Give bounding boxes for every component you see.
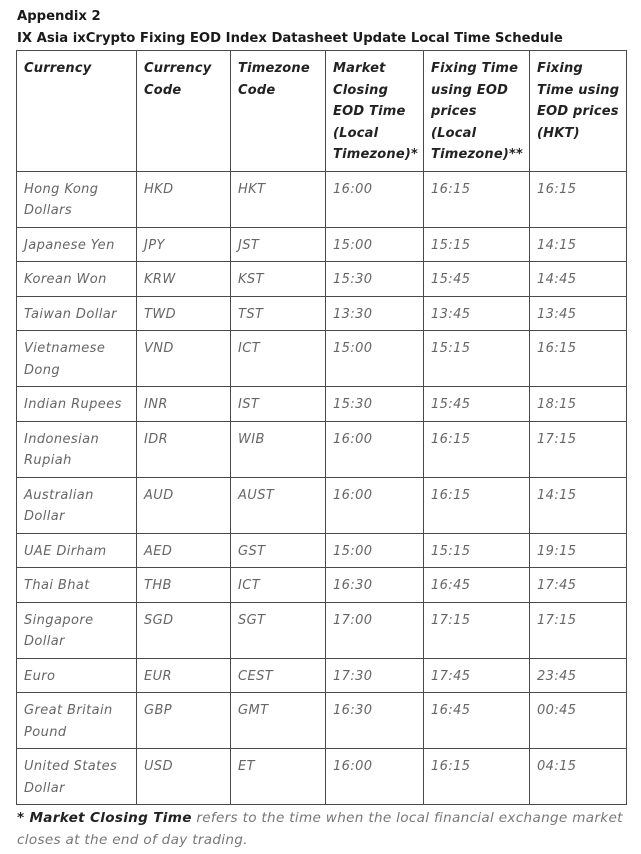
cell-fixing-time-local: 17:15 [424,602,530,658]
document-title: IX Asia ixCrypto Fixing EOD Index Datasheet Update Local Time Schedule [17,31,563,46]
cell-currency-code: VND [137,331,231,387]
cell-fixing-time-local: 16:15 [424,421,530,477]
column-header-fixing-time-hkt: Fixing Time using EOD prices (HKT) [530,51,627,172]
cell-timezone-code: KST [231,262,326,297]
cell-fixing-time-local: 13:45 [424,296,530,331]
appendix-label: Appendix 2 [17,9,101,24]
table-row [17,693,627,749]
cell-market-closing-time: 15:00 [326,227,424,262]
cell-currency: Thai Bhat [17,568,137,603]
cell-currency-code: AED [137,533,231,568]
cell-fixing-time-local: 16:45 [424,568,530,603]
table-row [17,331,627,387]
cell-currency-code: SGD [137,602,231,658]
cell-market-closing-time: 15:00 [326,533,424,568]
cell-market-closing-time: 16:00 [326,171,424,227]
table-row [17,658,627,693]
cell-currency: Singapore Dollar [17,602,137,658]
cell-timezone-code: ICT [231,568,326,603]
cell-currency: Hong Kong Dollars [17,171,137,227]
cell-fixing-time-local: 15:15 [424,533,530,568]
cell-timezone-code: ICT [231,331,326,387]
cell-market-closing-time: 16:00 [326,421,424,477]
cell-timezone-code: TST [231,296,326,331]
column-header-fixing-time-local: Fixing Time using EOD prices (Local Timezone)** [424,51,530,172]
cell-fixing-time-hkt: 14:15 [530,477,627,533]
cell-market-closing-time: 17:00 [326,602,424,658]
cell-fixing-time-local: 17:45 [424,658,530,693]
cell-currency: UAE Dirham [17,533,137,568]
cell-currency: United States Dollar [17,749,137,805]
footnote-text: refers to the time when the local financial exchange market closes at the end of day trading. [17,810,623,848]
cell-fixing-time-local: 15:15 [424,227,530,262]
cell-fixing-time-hkt: 16:15 [530,171,627,227]
cell-currency-code: IDR [137,421,231,477]
cell-currency-code: EUR [137,658,231,693]
cell-fixing-time-hkt: 17:45 [530,568,627,603]
cell-timezone-code: JST [231,227,326,262]
table-row [17,227,627,262]
cell-fixing-time-local: 15:45 [424,387,530,422]
table-row [17,749,627,805]
cell-currency: Japanese Yen [17,227,137,262]
column-header-timezone-code: Timezone Code [231,51,326,172]
cell-fixing-time-local: 16:15 [424,477,530,533]
cell-currency: Taiwan Dollar [17,296,137,331]
cell-fixing-time-local: 16:15 [424,171,530,227]
table-header-row [17,51,627,172]
cell-market-closing-time: 16:00 [326,477,424,533]
column-header-market-closing-time: Market Closing EOD Time (Local Timezone)* [326,51,424,172]
footnote-term: * Market Closing Time [17,810,192,826]
cell-currency: Indonesian Rupiah [17,421,137,477]
cell-currency: Great Britain Pound [17,693,137,749]
cell-market-closing-time: 16:30 [326,568,424,603]
cell-market-closing-time: 13:30 [326,296,424,331]
table-row [17,171,627,227]
cell-currency-code: USD [137,749,231,805]
cell-market-closing-time: 15:30 [326,262,424,297]
cell-currency-code: TWD [137,296,231,331]
cell-fixing-time-hkt: 04:15 [530,749,627,805]
cell-fixing-time-hkt: 14:45 [530,262,627,297]
cell-market-closing-time: 15:30 [326,387,424,422]
schedule-table [16,50,627,805]
table-row [17,296,627,331]
cell-fixing-time-hkt: 18:15 [530,387,627,422]
cell-fixing-time-local: 15:15 [424,331,530,387]
cell-timezone-code: WIB [231,421,326,477]
cell-fixing-time-hkt: 17:15 [530,421,627,477]
cell-timezone-code: IST [231,387,326,422]
cell-timezone-code: SGT [231,602,326,658]
cell-market-closing-time: 15:00 [326,331,424,387]
cell-fixing-time-hkt: 00:45 [530,693,627,749]
table-row [17,421,627,477]
table-row [17,477,627,533]
cell-fixing-time-local: 16:15 [424,749,530,805]
cell-timezone-code: AUST [231,477,326,533]
cell-fixing-time-hkt: 23:45 [530,658,627,693]
cell-timezone-code: GST [231,533,326,568]
cell-fixing-time-hkt: 16:15 [530,331,627,387]
table-row [17,568,627,603]
column-header-currency: Currency [17,51,137,172]
cell-currency-code: AUD [137,477,231,533]
cell-timezone-code: GMT [231,693,326,749]
cell-market-closing-time: 16:00 [326,749,424,805]
table-row [17,262,627,297]
footnote [17,808,627,851]
cell-currency: Indian Rupees [17,387,137,422]
cell-timezone-code: CEST [231,658,326,693]
cell-currency: Euro [17,658,137,693]
cell-fixing-time-hkt: 14:15 [530,227,627,262]
cell-fixing-time-hkt: 19:15 [530,533,627,568]
cell-timezone-code: ET [231,749,326,805]
cell-currency: Australian Dollar [17,477,137,533]
cell-currency-code: INR [137,387,231,422]
table-row [17,602,627,658]
cell-currency-code: THB [137,568,231,603]
cell-fixing-time-local: 16:45 [424,693,530,749]
column-header-currency-code: Currency Code [137,51,231,172]
cell-currency-code: JPY [137,227,231,262]
table-row [17,387,627,422]
cell-currency-code: KRW [137,262,231,297]
cell-fixing-time-hkt: 17:15 [530,602,627,658]
cell-currency-code: GBP [137,693,231,749]
cell-currency: Korean Won [17,262,137,297]
cell-currency-code: HKD [137,171,231,227]
cell-fixing-time-local: 15:45 [424,262,530,297]
cell-timezone-code: HKT [231,171,326,227]
cell-fixing-time-hkt: 13:45 [530,296,627,331]
cell-market-closing-time: 16:30 [326,693,424,749]
table-row [17,533,627,568]
cell-market-closing-time: 17:30 [326,658,424,693]
cell-currency: Vietnamese Dong [17,331,137,387]
